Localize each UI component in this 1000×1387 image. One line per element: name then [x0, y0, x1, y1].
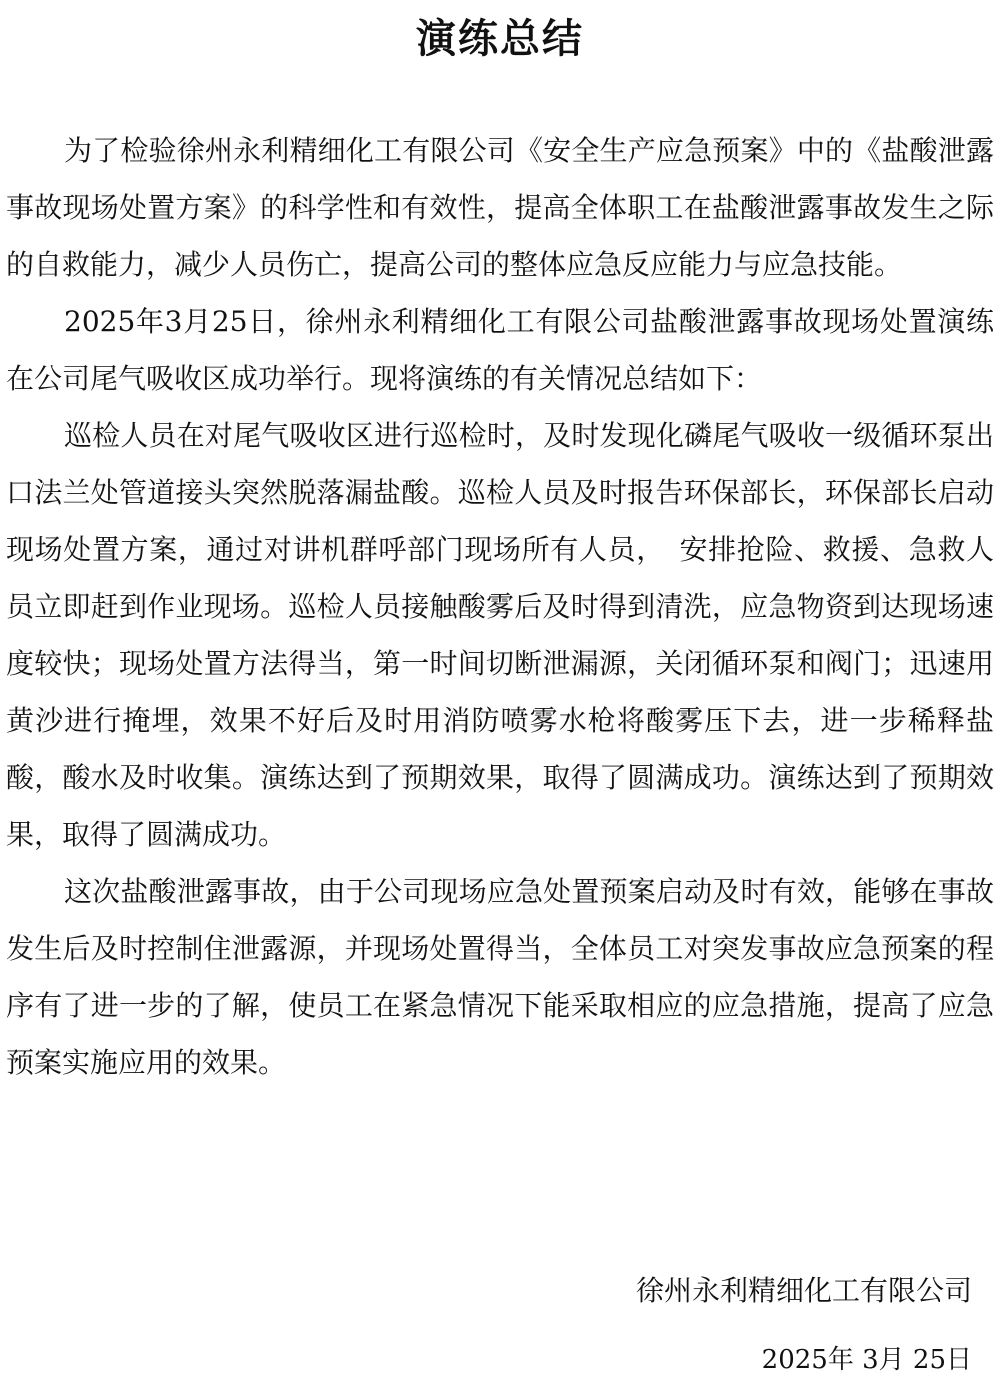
paragraph-event-date: 2025年3月25日，徐州永利精细化工有限公司盐酸泄露事故现场处置演练在公司尾气吸收区成功举行。现将演练的有关情况总结如下：: [6, 305, 994, 395]
document-body: [6, 122, 994, 1091]
signature-date: 2025年 3月 25日: [761, 1345, 972, 1375]
paragraph-drill-process: 巡检人员在对尾气吸收区进行巡检时，及时发现化磷尾气吸收一级循环泵出口法兰处管道接头突然脱落漏盐酸。巡检人员及时报告环保部长，环保部长启动现场处置方案，通过对讲机群呼部门现场所有人员， 安排抢险、救援、急救人员立即赶到作业现场。巡检人员接触酸雾后及时得到清洗，应急物资到达现场速度较快；现场处置方法得当，第一时间切断泄漏源，关闭循环泵和阀门；迅速用黄沙进行掩埋，效果不好后及时用消防喷雾水枪将酸雾压下去，进一步稀释盐酸，酸水及时收集。演练达到了预期效果，取得了圆满成功。演练达到了预期效果，取得了圆满成功。: [6, 419, 994, 851]
paragraph-conclusion: 这次盐酸泄露事故，由于公司现场应急处置预案启动及时有效，能够在事故发生后及时控制住泄露源，并现场处置得当，全体员工对突发事故应急预案的程序有了进一步的了解，使员工在紧急情况下能采取相应的应急措施，提高了应急预案实施应用的效果。: [6, 875, 994, 1079]
paragraph-purpose: 为了检验徐州永利精细化工有限公司《安全生产应急预案》中的《盐酸泄露事故现场处置方案》的科学性和有效性，提高全体职工在盐酸泄露事故发生之际的自救能力，减少人员伤亡，提高公司的整体应急反应能力与应急技能。: [6, 134, 994, 281]
company-signature: 徐州永利精细化工有限公司: [635, 1274, 972, 1307]
document-title: 演练总结: [416, 16, 584, 62]
